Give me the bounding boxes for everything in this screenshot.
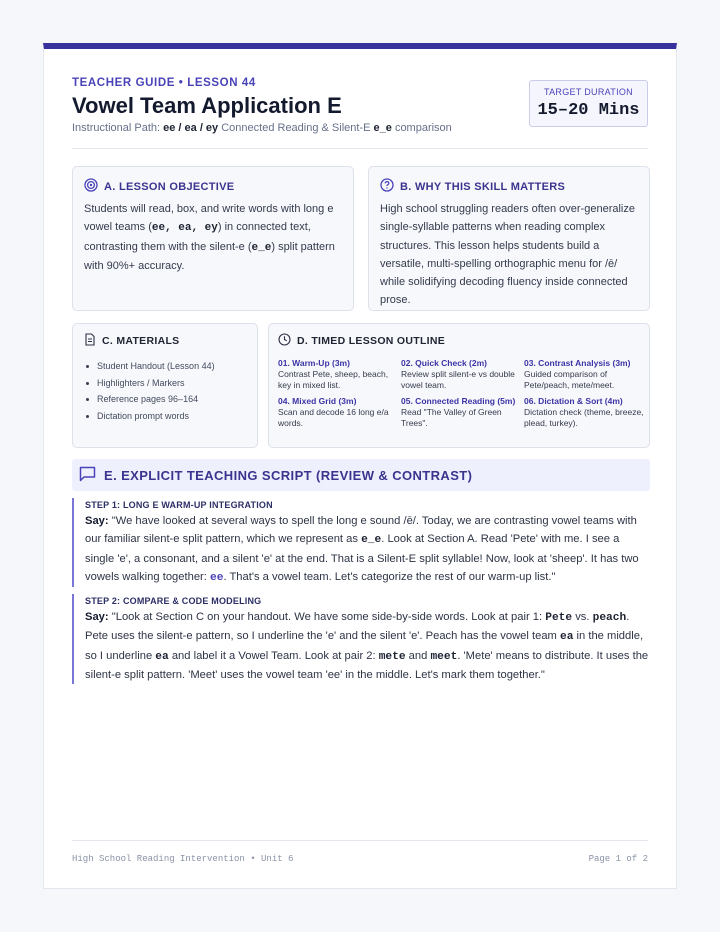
footer-page-number: Page 1 of 2 <box>588 854 648 864</box>
materials-heading <box>84 333 247 349</box>
step-desc: Review split silent-e vs double vowel team. <box>401 369 515 390</box>
step-desc: Read "The Valley of Green Trees". <box>401 407 502 428</box>
lesson-page <box>43 43 677 889</box>
path-middle: Connected Reading & Silent-E <box>221 122 371 134</box>
document-icon <box>84 333 96 349</box>
duration-label: TARGET DURATION <box>543 87 633 97</box>
why-heading <box>380 178 639 195</box>
outline-step <box>401 358 524 391</box>
footer-divider <box>72 840 648 841</box>
outline-step <box>401 396 524 429</box>
step-1-code-2: ee <box>210 571 224 584</box>
objective-text-2: ) in connected text, contrasting them with the silent-e ( <box>84 221 311 253</box>
step-title: 01. Warm-Up (3m) <box>278 358 350 368</box>
step-1-text-3: . That's a vowel team. Let's categorize the rest of our warm-up list." <box>223 570 556 583</box>
step-1-text <box>85 512 650 587</box>
step-desc: Contrast Pete, sheep, beach, key in mixed list. <box>278 369 389 390</box>
step-2-text-7: . 'Mete' means to distribute. It uses the silent-e split pattern. 'Meet' uses the vowel team 'ee' in the middle. Let's mark them together." <box>85 649 649 681</box>
step-2-code-4: ea <box>155 650 169 663</box>
script-step-1 <box>72 498 650 587</box>
why-heading-text: B. WHY THIS SKILL MATTERS <box>400 180 566 193</box>
step-2-text-5: and label it a Vowel Team. Look at pair 2: <box>168 649 379 662</box>
outline-step <box>524 358 647 391</box>
step-2-text-4: in the middle, so I underline <box>85 630 644 662</box>
target-duration-box <box>529 80 648 127</box>
step-2-label: STEP 2: COMPARE & CODE MODELING <box>85 596 262 606</box>
question-circle-icon <box>380 178 394 195</box>
outline-step <box>278 358 401 391</box>
say-label: Say: <box>85 515 109 527</box>
objective-heading-text: A. LESSON OBJECTIVE <box>104 180 235 193</box>
materials-heading-text: C. MATERIALS <box>102 335 180 347</box>
objective-text-1: Students will read, box, and write words with long e vowel teams ( <box>84 203 334 234</box>
step-title: 03. Contrast Analysis (3m) <box>524 358 631 368</box>
outline-grid <box>278 358 644 434</box>
objective-code-2: e_e <box>251 241 272 254</box>
page-content <box>72 49 648 888</box>
path-split: e_e <box>373 122 392 134</box>
objective-heading <box>84 178 343 195</box>
step-1-text-1: "We have looked at several ways to spell the long e sound /ē/. Today, we are contrasting vowel teams with our familiar silent-e split pattern, which we represent as <box>85 515 637 546</box>
step-desc: Dictation check (theme, breeze, plead, turkey). <box>524 407 644 428</box>
skill-matters-card <box>368 166 650 311</box>
path-end: comparison <box>394 122 452 134</box>
lesson-objective-card <box>72 166 354 311</box>
step-2-text-1: "Look at Section C on your handout. We have some side-by-side words. Look at pair 1: <box>111 611 546 623</box>
materials-list <box>84 358 247 424</box>
say-label: Say: <box>85 611 109 623</box>
duration-value: 15–20 Mins <box>537 101 640 120</box>
step-title: 02. Quick Check (2m) <box>401 358 487 368</box>
step-1-code-1: e_e <box>361 534 382 547</box>
step-title: 04. Mixed Grid (3m) <box>278 396 357 406</box>
chat-bubble-icon <box>79 466 96 485</box>
objective-text <box>84 200 343 275</box>
step-1-label: STEP 1: LONG E WARM-UP INTEGRATION <box>85 500 273 510</box>
clock-icon <box>278 333 291 349</box>
why-text: High school struggling readers often over-generalize single-syllable patterns when reading complex structures. This lesson helps students build a versatile, multi-spelling orthographic menu for /ē/ while solidifying decoding fluency inside connected prose. <box>380 203 635 307</box>
step-desc: Scan and decode 16 long e/a words. <box>278 407 389 428</box>
list-item: Highlighters / Markers <box>86 375 247 392</box>
lesson-eyebrow: TEACHER GUIDE • LESSON 44 <box>72 77 256 89</box>
header-divider <box>72 148 648 149</box>
step-2-code-5: mete <box>378 650 406 663</box>
step-2-text-2: vs. <box>572 611 593 623</box>
path-patterns: ee / ea / ey <box>163 122 219 134</box>
outline-step <box>524 396 647 429</box>
list-item: Reference pages 96–164 <box>86 391 247 408</box>
outline-heading-text: D. TIMED LESSON OUTLINE <box>297 335 446 347</box>
step-2-text <box>85 608 650 684</box>
script-step-2 <box>72 594 650 684</box>
step-desc: Guided comparison of Pete/peach, mete/meet. <box>524 369 615 390</box>
target-icon <box>84 178 98 195</box>
step-title: 06. Dictation & Sort (4m) <box>524 396 623 406</box>
timed-outline-card <box>268 323 650 448</box>
teaching-script-heading <box>72 459 650 491</box>
objective-code-1: ee, ea, ey <box>151 222 218 235</box>
teaching-script-heading-text: E. EXPLICIT TEACHING SCRIPT (REVIEW & CONTRAST) <box>104 467 473 483</box>
step-2-code-1: Pete <box>545 612 573 624</box>
outline-heading <box>278 333 640 349</box>
step-2-text-6: and <box>405 649 431 662</box>
objective-text-3: ) split pattern with 90%+ accuracy. <box>84 240 335 272</box>
outline-step <box>278 396 401 429</box>
footer-course: High School Reading Intervention • Unit 6 <box>72 854 294 864</box>
list-item: Student Handout (Lesson 44) <box>86 358 247 375</box>
list-item: Dictation prompt words <box>86 408 247 425</box>
page-title: Vowel Team Application E <box>72 93 342 118</box>
materials-card <box>72 323 258 448</box>
step-title: 05. Connected Reading (5m) <box>401 396 516 406</box>
step-2-code-2: peach <box>592 612 627 624</box>
path-label: Instructional Path: <box>72 122 161 134</box>
step-2-code-3: ea <box>559 631 574 644</box>
step-2-code-6: meet <box>430 650 458 663</box>
step-2-text-3: . Pete uses the silent-e pattern, so I underline the 'e' and the silent 'e'. Peach has the vowel team <box>85 611 630 643</box>
instructional-path <box>72 122 452 134</box>
step-1-text-2: . Look at Section A. Read 'Pete' with me. I see a single 'e', a consonant, and a silent 'e' at the end. That is a Silent-E split syllable! Now, look at 'sheep'. It has two vowels walking together: <box>85 533 639 583</box>
